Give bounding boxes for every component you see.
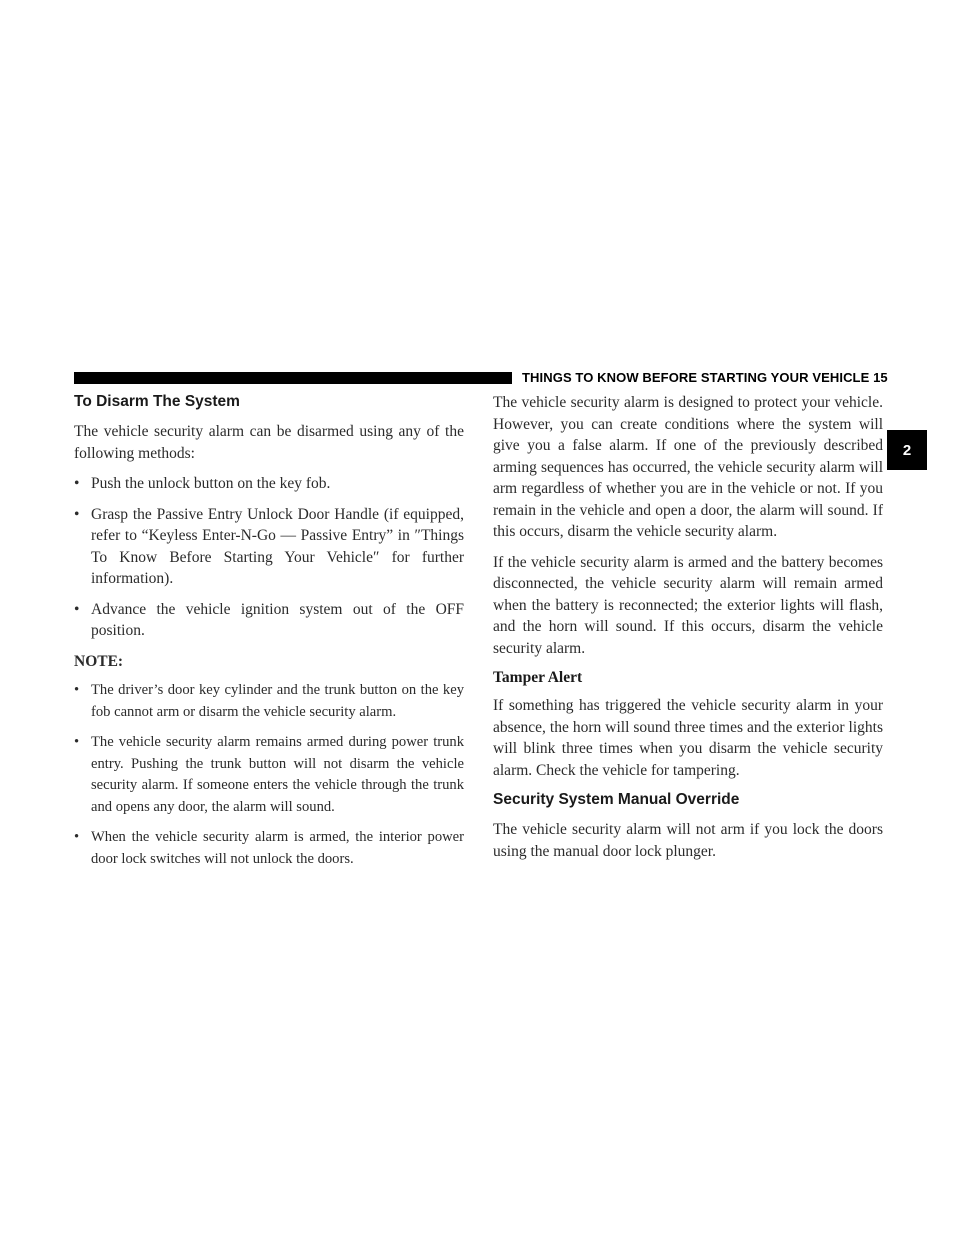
tamper-paragraph: If something has triggered the vehicle security alarm in your absence, the horn will sound three times and the exterior lights will blink three times when you disarm the vehicle security alarm. Check the vehicle for tampering. bbox=[493, 697, 883, 779]
header-rule bbox=[74, 372, 512, 384]
chapter-tab: 2 bbox=[887, 430, 927, 470]
list-item: • Advance the vehicle ignition system out of the OFF position. bbox=[74, 599, 464, 642]
battery-paragraph: If the vehicle security alarm is armed and the battery becomes disconnected, the vehicle security alarm will remain armed when the battery is reconnected; the exterior lights will flash, and the horn will sound. If this occurs, disarm the vehicle security alarm. bbox=[493, 553, 883, 657]
override-paragraph: The vehicle security alarm will not arm if you lock the doors using the manual door lock plunger. bbox=[493, 821, 883, 860]
section-heading-override: Security System Manual Override bbox=[493, 791, 740, 808]
false-alarm-paragraph: The vehicle security alarm is designed to protect your vehicle. However, you can create conditions where the system will give you a false alarm. If one of the previously described arming sequences has occurred, the vehicle security alarm will arm regardless of whether you are in the vehicle or not. If you remain in the vehicle and open a door, the alarm will sound. If this occurs, disarm the vehicle security alarm. bbox=[493, 394, 883, 540]
right-column bbox=[493, 392, 883, 871]
section-heading-tamper: Tamper Alert bbox=[493, 669, 583, 686]
disarm-methods-list bbox=[74, 473, 464, 642]
list-item: • The driver’s door key cylinder and the trunk button on the key fob cannot arm or disarm the vehicle security alarm. bbox=[74, 680, 464, 723]
list-item: • When the vehicle security alarm is armed, the interior power door lock switches will not unlock the doors. bbox=[74, 827, 464, 870]
notes-list bbox=[74, 680, 464, 870]
list-item: • The vehicle security alarm remains armed during power trunk entry. Pushing the trunk button will not disarm the vehicle security alarm. If someone enters the vehicle through the trunk and opens any door, the alarm will sound. bbox=[74, 732, 464, 818]
running-header-title: THINGS TO KNOW BEFORE STARTING YOUR VEHICLE 15 bbox=[522, 370, 888, 385]
disarm-intro: The vehicle security alarm can be disarmed using any of the following methods: bbox=[74, 423, 464, 462]
page-header bbox=[74, 372, 886, 384]
left-column bbox=[74, 392, 464, 879]
section-heading-disarm: To Disarm The System bbox=[74, 393, 240, 410]
list-item: • Grasp the Passive Entry Unlock Door Handle (if equipped, refer to “Keyless Enter-N-Go — Passive Entry” in ″Things To Know Before Starting Your Vehicle″ for further information). bbox=[74, 504, 464, 590]
list-item: • Push the unlock button on the key fob. bbox=[74, 473, 464, 495]
note-label: NOTE: bbox=[74, 652, 124, 670]
